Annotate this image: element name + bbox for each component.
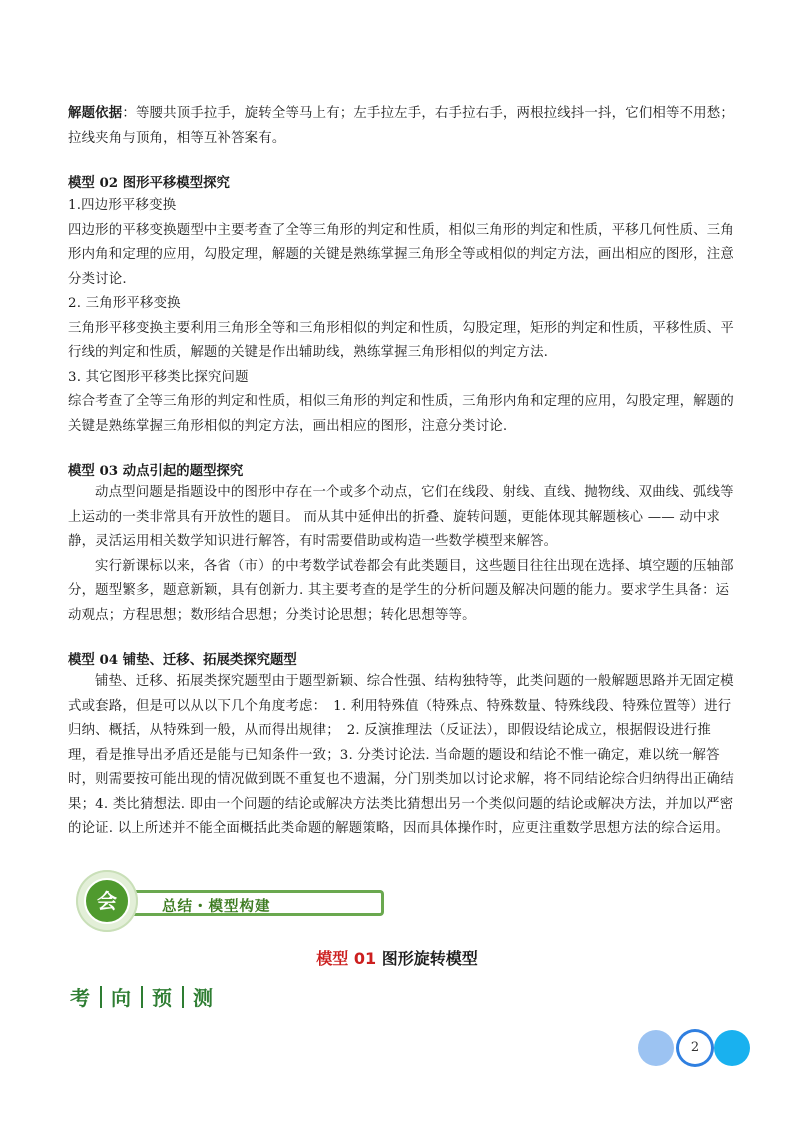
section-title-rest: 图形旋转模型 [376, 949, 478, 968]
model03-heading: 模型 03 动点引起的题型探究 [68, 463, 244, 479]
model02-paragraph-1: 四边形的平移变换题型中主要考查了全等三角形的判定和性质，相似三角形的判定和性质，平移几何性质、三角形内角和定理的应用，勾股定理，解题的关键是熟练掌握三角形全等或相似的判定方法，画出相应的图形，注意分类讨论. [68, 222, 734, 287]
model04-heading: 模型 04 铺垫、迁移、拓展类探究题型 [68, 652, 297, 668]
model04-paragraph-1: 铺垫、迁移、拓展类探究题型由于题型新颖、综合性强、结构独特等，此类问题的一般解题思路并无固定模式或套路，但是可以从以下几个角度考虑： 1. 利用特殊值（特殊点、特殊数量、特殊线段、特殊位置等）进行归纳、概括，从特殊到一般，从而得出规律； 2. 反演推理法（反证法），即假设结论成立，根据假设进行推理，看是推导出矛盾还是能与已知条件一致；3. 分类讨论法. 当命题的题设和结论不惟一确定，难以统一解答时，则需要按可能出现的情况做到既不重复也不遗漏，分门别类加以讨论求解，将不同结论综合归纳得出正确结果；4. 类比猜想法. 即由一个问题的结论或解决方法类比猜想出另一个类似问题的结论或解决方法，并加以严密的论证. 以上所述并不能全面概括此类命题的解题策略，因而具体操作时，应更注重数学思想方法的综合运用。 [68, 674, 734, 836]
summary-badge [76, 870, 316, 932]
page-number-left-circle [638, 1030, 674, 1066]
forecast-char-2: 向 [111, 986, 132, 1010]
forecast-separator [100, 986, 102, 1008]
summary-badge-char: 会 [84, 878, 130, 924]
model02-subheading-2: 2. 三角形平移变换 [68, 296, 181, 311]
model04-content [68, 670, 736, 842]
model03-content [68, 481, 736, 628]
model02-paragraph-3: 综合考查了全等三角形的判定和性质，相似三角形的判定和性质，三角形内角和定理的应用，勾股定理，解题的关键是熟练掌握三角形相似的判定方法，画出相应的图形，注意分类讨论. [68, 394, 734, 434]
forecast-separator [141, 986, 143, 1008]
summary-badge-bar [126, 890, 384, 916]
summary-badge-label: 总结・模型构建 [162, 899, 271, 915]
model03-paragraph-2: 实行新课标以来，各省（市）的中考数学试卷都会有此类题目，这些题目往往出现在选择、填空题的压轴部分，题型繁多，题意新颖，具有创新力. 其主要考查的是学生的分析问题及解决问题的能力。要求学生具备：运动观点；方程思想；数形结合思想；分类讨论思想；转化思想等等。 [68, 558, 734, 623]
solution-basis-label: 解题依据 [68, 105, 123, 121]
model02-subheading-1: 1.四边形平移变换 [68, 198, 177, 213]
section-title-accent: 模型 01 [316, 949, 377, 968]
page-number-right-circle [714, 1030, 750, 1066]
forecast-char-1: 考 [70, 986, 91, 1010]
model03-paragraph-1: 动点型问题是指题设中的图形中存在一个或多个动点，它们在线段、射线、直线、抛物线、双曲线、弧线等上运动的一类非常具有开放性的题目。 而从其中延伸出的折叠、旋转问题，更能体现其解题核心 —— 动中求静，灵活运用相关数学知识进行解答，有时需要借助或构造一些数学模型来解答。 [68, 485, 734, 549]
section-title [0, 946, 794, 969]
forecast-heading [70, 982, 214, 1011]
solution-basis-paragraph [68, 101, 736, 151]
model02-subheading-3: 3. 其它图形平移类比探究问题 [68, 369, 249, 385]
model02-paragraph-2: 三角形平移变换主要利用三角形全等和三角形相似的判定和性质，勾股定理，矩形的判定和性质，平移性质、平行线的判定和性质，解题的关键是作出辅助线，熟练掌握三角形相似的判定方法. [68, 320, 734, 360]
model02-content [68, 194, 736, 439]
forecast-char-3: 预 [152, 986, 173, 1010]
page-number: 2 [679, 1032, 711, 1064]
forecast-char-4: 测 [193, 986, 214, 1010]
forecast-separator [182, 986, 184, 1008]
model02-heading: 模型 02 图形平移模型探究 [68, 175, 230, 191]
page-number-circle [676, 1029, 714, 1067]
summary-badge-circle [76, 870, 138, 932]
solution-basis-text: ：等腰共顶手拉手，旋转全等马上有；左手拉左手，右手拉右手，两根拉线抖一抖，它们相等不用愁；拉线夹角与顶角，相等互补答案有。 [68, 106, 734, 146]
page-number-decoration [638, 1029, 752, 1067]
